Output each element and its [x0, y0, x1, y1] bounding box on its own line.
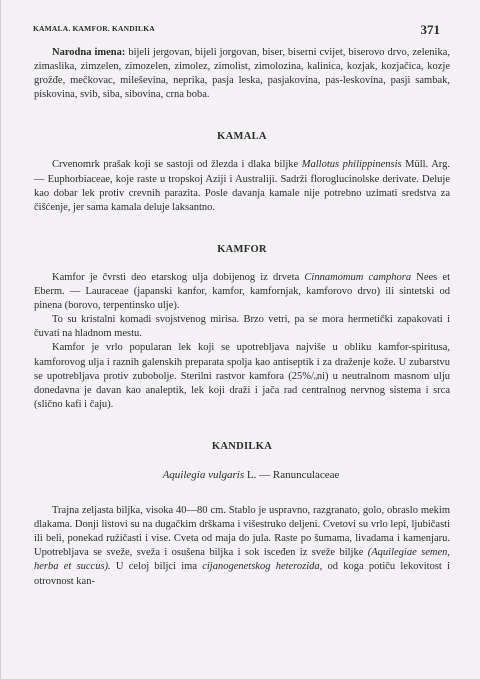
- folk-names-label: Narodna imena:: [52, 47, 126, 58]
- kamfor-text-2: Nees et Eberm. — Lauraceae (japanski kanfor, kamfor, kamfornjak, kamforovo drvo) ili sintetski od pinena (borovo, terpentinsko ulje).: [34, 271, 450, 312]
- page-content: [34, 46, 450, 589]
- kamala-text-2: Müll. Arg. — Euphorbiaceae, koje raste u tropskoj Aziji i Australiji. Sadrži floroglucinolske derivate. Deluje kao dobar lek protiv crevnih parazita. Posle davanja kamale nije potrebno uzimati sredstva za čišćenje, jer sama kamala deluje laksantno.: [34, 159, 450, 213]
- running-head: KAMALA. KAMFOR. KANDILKA: [33, 24, 155, 33]
- section-title-kamala: KAMALA: [217, 131, 267, 143]
- kandilka-subtitle: [34, 468, 450, 482]
- kamala-text-1: Crvenomrk prašak koji se sastoji od žlezda i dlaka biljke: [52, 159, 302, 171]
- kandilka-glycoside: cijanogenetskog heterozida,: [202, 561, 323, 573]
- kandilka-drug-name: (Aquilegiae semen, herba et succus).: [34, 547, 450, 573]
- kandilka-text-3: od koga potiču lekovitost i otrovnost kan-: [34, 561, 450, 587]
- kamfor-paragraph-3: Kamfor je vrlo popularan lek koji se upotrebljava najviše u obliku kamfor-spiritusa, kamforovog ulja i raznih galenskih preparata spolja kao antiseptik i za draženje kože. U zubarstvu se upotrebljava protiv zubobolje. Sterilni rastvor kamfora (25%/ₒni) u neutralnom masnom ulju donedavna je davan kao analeptik, lek koji draži i jača rad centralnog nervnog sistema i srca (slično kafi i čaju).: [34, 342, 450, 410]
- folk-names-text: bijeli jergovan, bijeli jorgovan, biser, biserni cvijet, biserovo drvo, zelenika, zimaslika, zimzelen, zimozelen, zimolez, zimolist, zimolozina, kalinica, kozjak, kozjačica, kozje grožđe, mečkovac, mileševina, neprika, pasja leska, pasjakovina, pas-leskovina, pasji sambak, piskovina, svib, siba, sibovina, crna boba.: [34, 47, 450, 101]
- kamfor-paragraph-1: [34, 271, 450, 313]
- section-title-kamfor: KAMFOR: [217, 243, 267, 255]
- section-title-kandilka: KANDILKA: [211, 440, 273, 452]
- kamfor-text-1: Kamfor je čvrsti deo etarskog ulja dobijenog iz drveta: [52, 271, 305, 283]
- kandilka-species: Aquilegia vulgaris: [162, 468, 245, 481]
- kandilka-text-2: U celoj biljci ima: [110, 561, 203, 573]
- page-number: 371: [420, 22, 440, 37]
- kamala-paragraph: [34, 158, 450, 214]
- kamfor-paragraph-2: To su kristalni komadi svojstvenog mirisa. Brzo vetri, pa se mora hermetički zapakovati i čuvati na hladnom mestu.: [34, 314, 450, 340]
- kamfor-species: Cinnamomum camphora: [304, 271, 412, 283]
- folk-names-paragraph: [34, 46, 450, 102]
- kandilka-text-1: Trajna zeljasta biljka, visoka 40—80 cm. Stablo je uspravno, razgranato, golo, obraslo mekim dlakama. Donji listovi su na dugačkim drškama i višestruko deljeni. Cvetovi su vrlo lepi, ljubičasti ili beli, ponekad ružičasti i vise. Cveta od maja do jula. Raste po šumama, livadama i kamenjaru. Upotrebljava se sveže, sveža i osušena biljka i sok isceđen iz sveže biljke: [34, 505, 450, 559]
- kandilka-family: L. — Ranunculaceae: [244, 468, 340, 481]
- kandilka-paragraph: [34, 504, 450, 589]
- kamala-species: Mallotus philippinensis: [301, 159, 402, 171]
